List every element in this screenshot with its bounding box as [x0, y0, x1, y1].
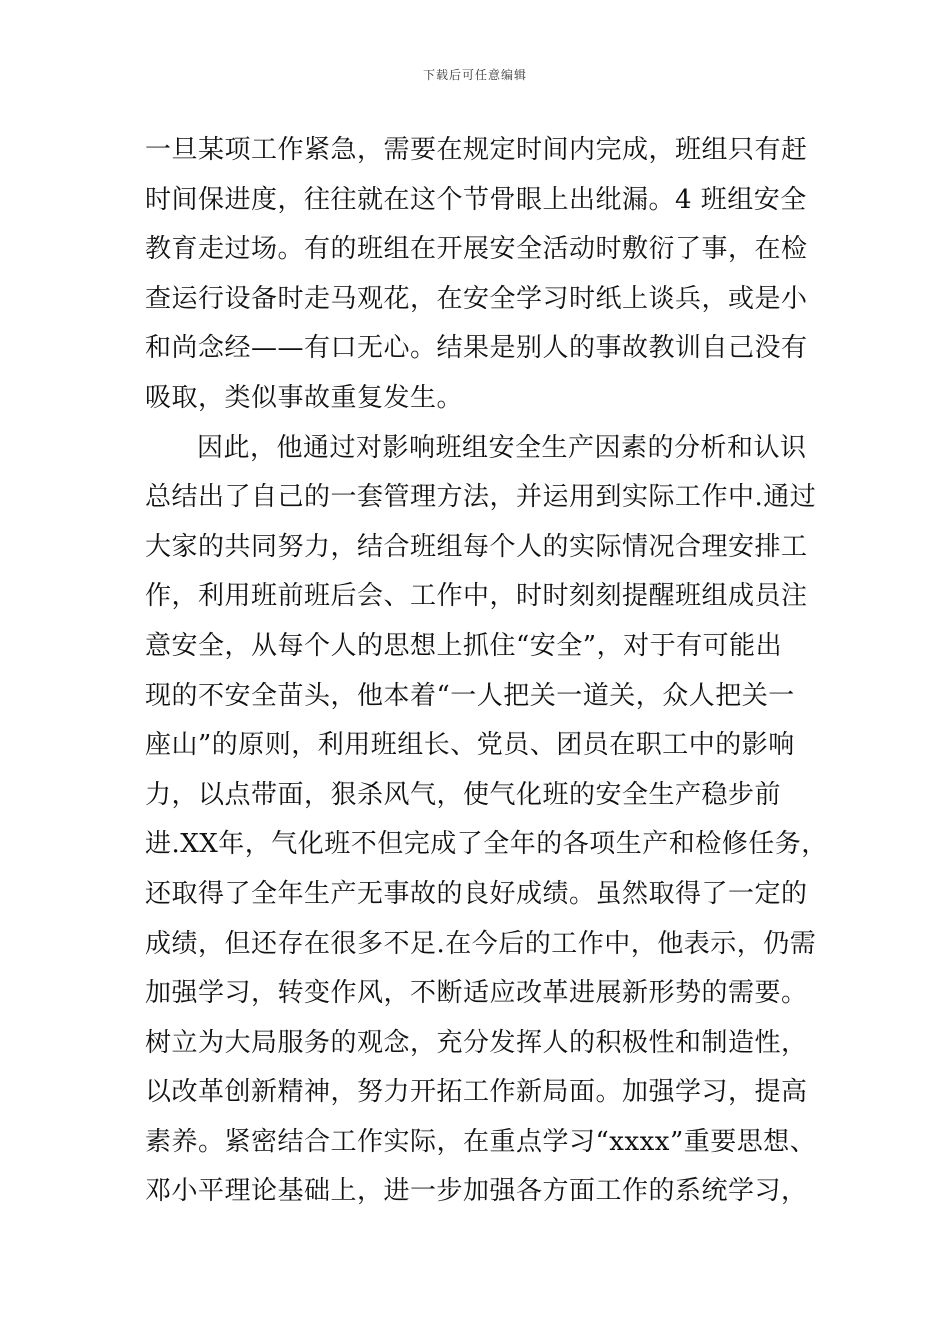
text-line: 大家的共同努力，结合班组每个人的实际情况合理安排工 — [145, 531, 808, 562]
body-text — [145, 126, 835, 1217]
text-line: 意安全，从每个人的思想上抓住“安全”，对于有可能出 — [145, 630, 783, 661]
text-line: 教育走过场。有的班组在开展安全活动时敷衍了事，在检 — [145, 234, 808, 265]
text-line: 邓小平理论基础上，进一步加强各方面工作的系统学习， — [145, 1176, 808, 1207]
paragraph-start-line: 因此，他通过对影响班组安全生产因素的分析和认识 — [197, 432, 807, 463]
page-header: 下载后可任意编辑 — [422, 68, 527, 82]
text-line: 查运行设备时走马观花，在安全学习时纸上谈兵，或是小 — [145, 283, 808, 314]
text-line: 总结出了自己的一套管理方法，并运用到实际工作中.通过 — [145, 482, 817, 513]
text-line: 加强学习，转变作风，不断适应改革进展新形势的需要。 — [145, 978, 808, 1009]
text-line: 以改革创新精神，努力开拓工作新局面。加强学习，提高 — [145, 1077, 808, 1108]
text-line: 成绩，但还存在很多不足.在今后的工作中，他表示，仍需 — [145, 928, 817, 959]
text-line: 进.XX年，气化班不但完成了全年的各项生产和检修任务， — [145, 829, 828, 860]
text-line: 素养。紧密结合工作实际，在重点学习“xxxx”重要思想、 — [145, 1126, 817, 1157]
text-line: 树立为大局服务的观念，充分发挥人的积极性和制造性， — [145, 1027, 808, 1058]
text-line: 作，利用班前班后会、工作中，时时刻刻提醒班组成员注 — [145, 581, 808, 612]
text-line: 力，以点带面，狠杀风气，使气化班的安全生产稳步前 — [145, 779, 782, 810]
text-line: 一旦某项工作紧急，需要在规定时间内完成，班组只有赶 — [145, 135, 808, 165]
text-line: 还取得了全年生产无事故的良好成绩。虽然取得了一定的 — [145, 878, 808, 909]
text-line: 吸取，类似事故重复发生。 — [145, 382, 464, 413]
text-line: 和尚念经——有口无心。结果是别人的事故教训自己没有 — [145, 333, 808, 364]
text-line: 现的不安全苗头，他本着“一人把关一道关，众人把关一 — [145, 680, 795, 711]
text-line: 时间保进度，往往就在这个节骨眼上出纰漏。4 班组安全 — [145, 184, 807, 215]
text-line: 座山”的原则，利用班组长、党员、团员在职工中的影响 — [145, 730, 795, 761]
